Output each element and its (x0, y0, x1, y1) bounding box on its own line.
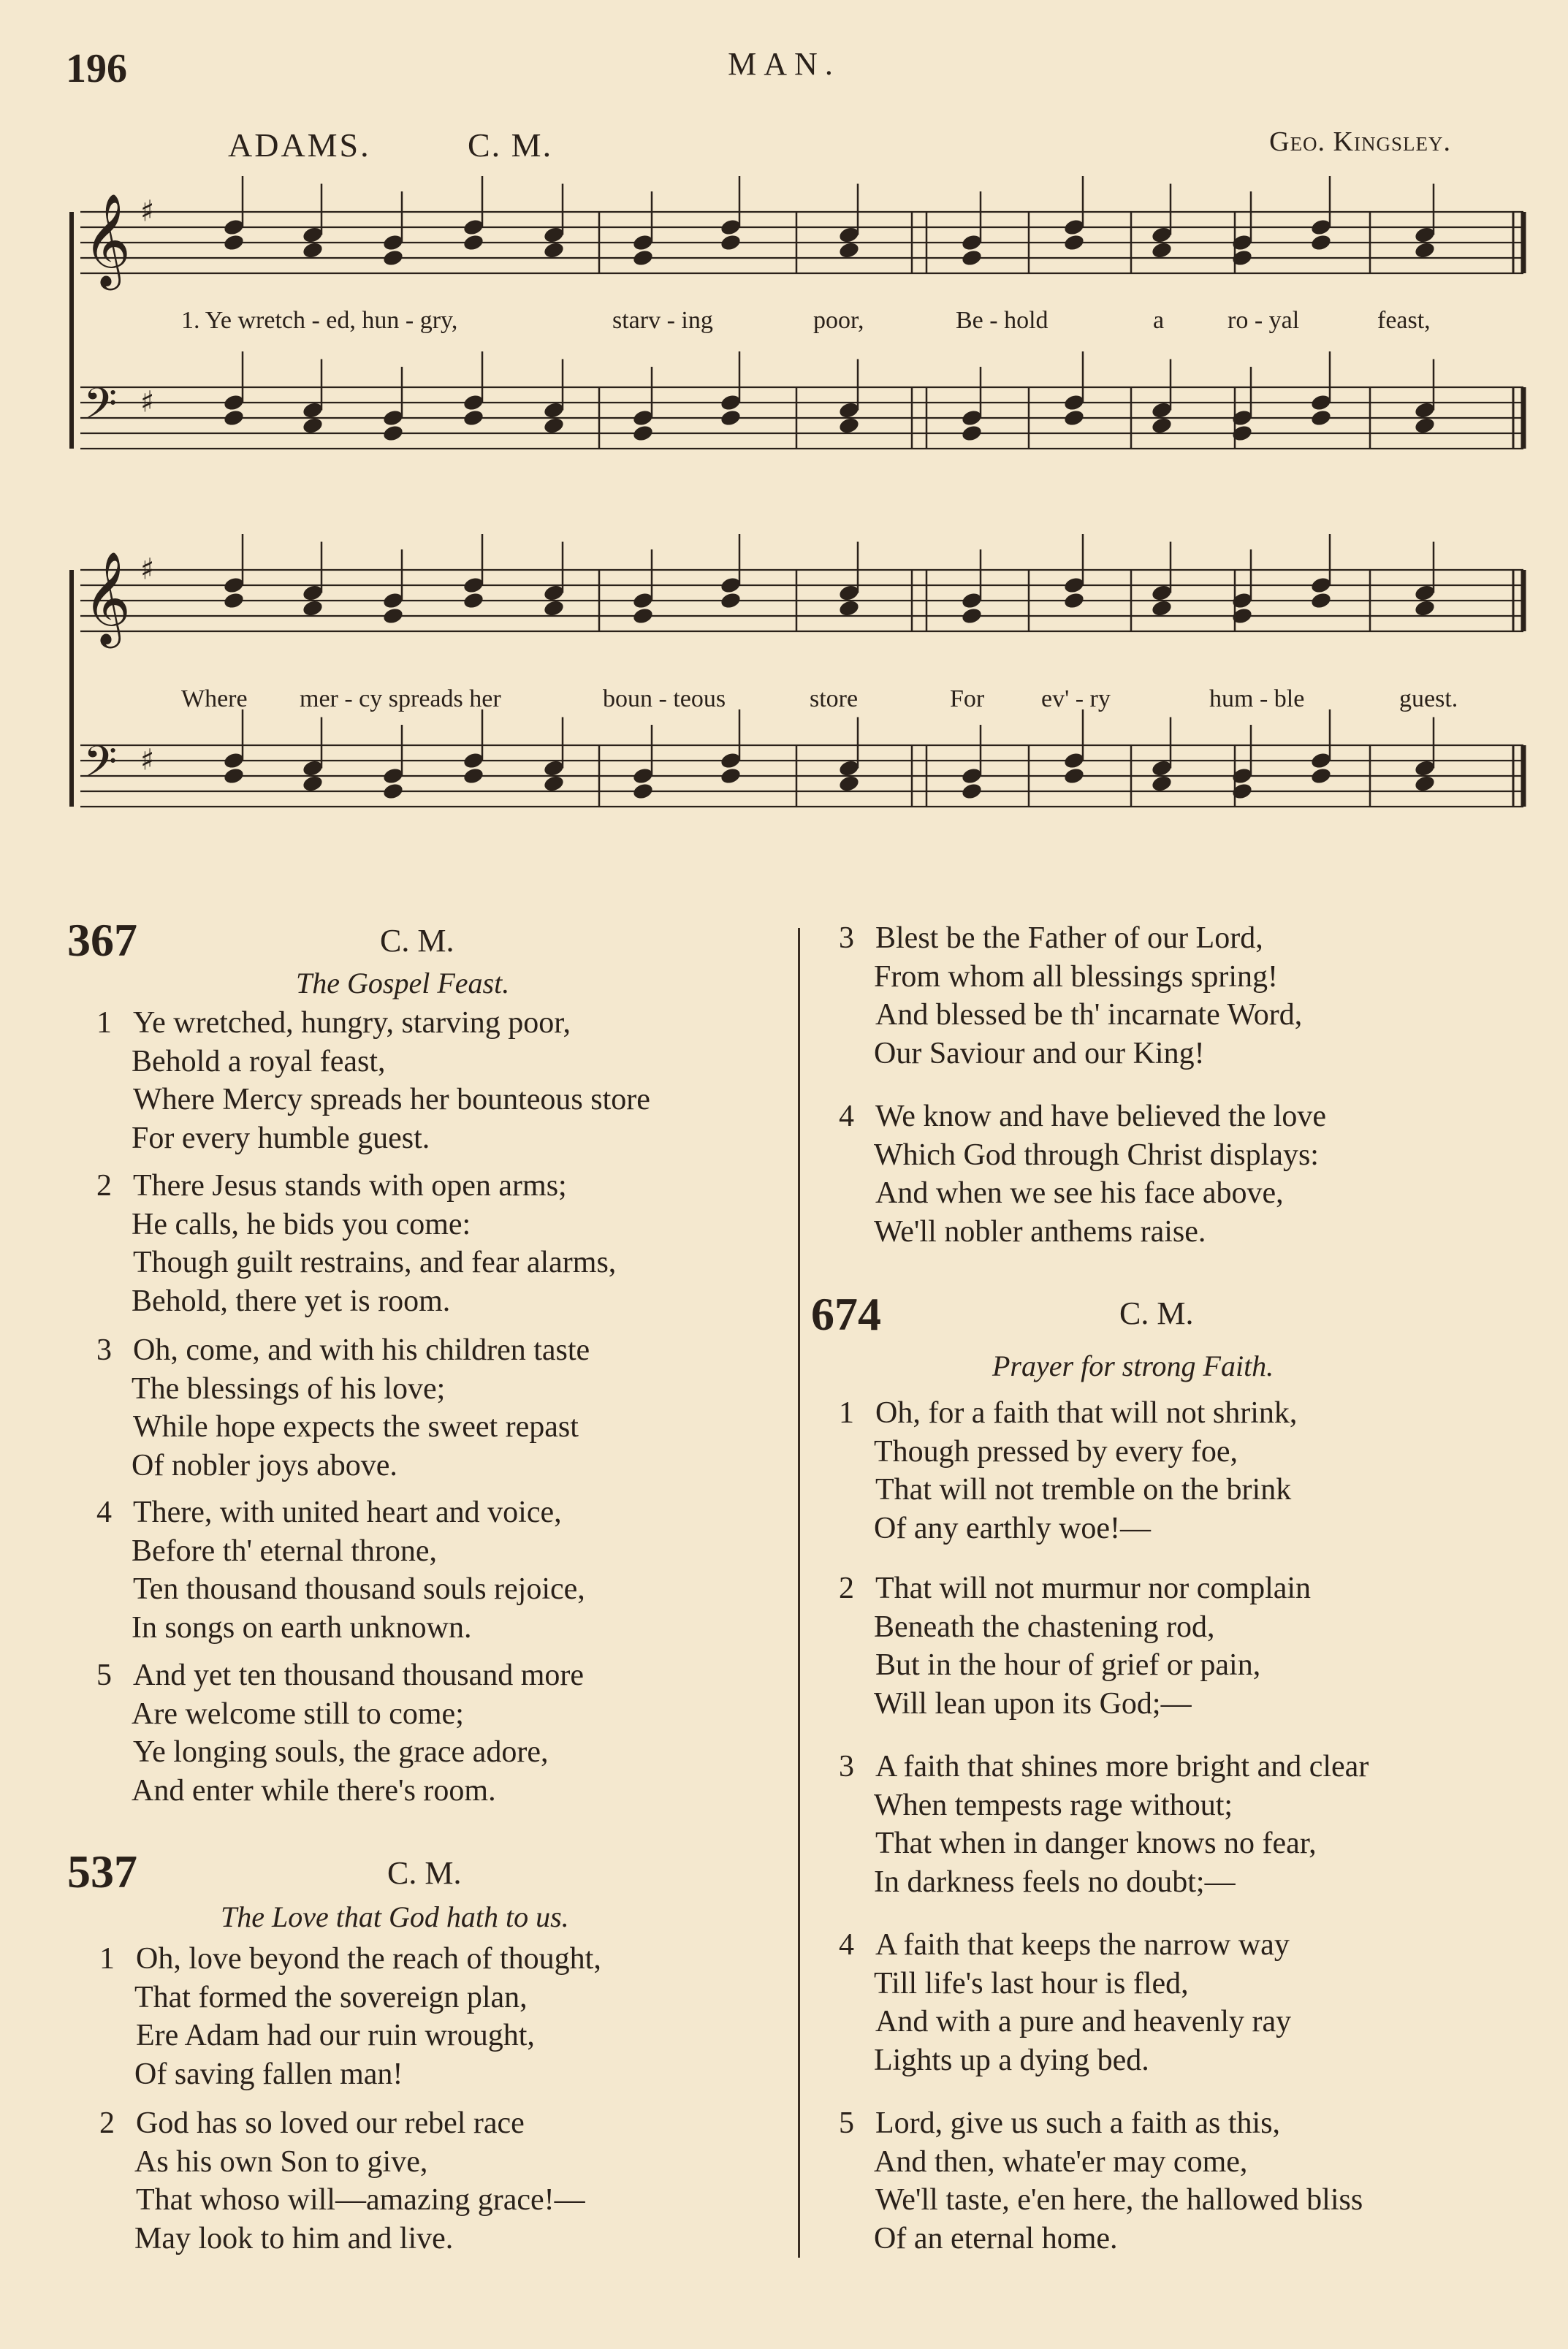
note-head (720, 576, 742, 595)
note-head (961, 782, 983, 801)
stanza (839, 2104, 1363, 2258)
tune-meter: C. M. (468, 126, 553, 164)
stanza-text: Which God through Christ displays: (874, 1138, 1319, 1172)
lyric-syllable: feast, (1377, 307, 1431, 334)
note-head (543, 226, 566, 245)
note-head (1151, 774, 1173, 793)
note-head (223, 576, 246, 595)
stanza-text: Oh, come, and with his children taste (133, 1333, 590, 1367)
stanza-line (99, 2017, 601, 2055)
stanza-line (839, 1748, 1369, 1786)
stanza (839, 1748, 1369, 1901)
note-head (463, 766, 485, 785)
stanza-number: 2 (96, 1169, 112, 1203)
note-head (961, 424, 983, 443)
note-head (961, 248, 983, 267)
stanza (99, 2104, 585, 2258)
stanza-text: And enter while there's room. (132, 1773, 496, 1808)
stanza-text: And then, whate'er may come, (874, 2144, 1248, 2179)
stanza-line (99, 2055, 601, 2094)
stanza-text: Ten thousand thousand souls rejoice, (133, 1572, 585, 1606)
stanza-text: Blest be the Father of our Lord, (875, 921, 1263, 955)
stanza (839, 919, 1302, 1073)
stanza-line (96, 1119, 650, 1158)
key-sharp-icon: ♯ (140, 552, 155, 587)
note-head (632, 606, 655, 625)
stanza-line (839, 1926, 1291, 1965)
lyric-syllable: For (950, 685, 985, 712)
note-head (720, 393, 742, 412)
stanza-text: Are welcome still to come; (132, 1697, 464, 1731)
stanza-line (839, 1608, 1311, 1647)
stanza-line (839, 1786, 1369, 1825)
stanza-line (839, 2181, 1363, 2220)
note-head (463, 393, 485, 412)
note-head (463, 751, 485, 770)
stanza-line (839, 1569, 1311, 1608)
stanza-line (839, 996, 1302, 1035)
stanza-line (96, 1695, 584, 1734)
stanza-line (839, 2041, 1291, 2080)
note-head (1310, 591, 1333, 610)
stanza-line (99, 2220, 585, 2258)
stanza-number: 3 (839, 1750, 854, 1783)
stanza-text: Of saving fallen man! (134, 2057, 403, 2091)
note-head (223, 591, 246, 610)
stanza-text: That will not murmur nor complain (875, 1572, 1312, 1605)
stanza-line (99, 2143, 585, 2182)
note-head (838, 774, 861, 793)
note-head (1310, 408, 1333, 427)
stanza-line (96, 1772, 584, 1811)
stanza-line (96, 1408, 590, 1447)
stanza-text: We'll taste, e'en here, the hallowed bliss (875, 2183, 1363, 2217)
stanza-line (96, 1206, 616, 1244)
note-head (302, 774, 324, 793)
note-head (1063, 576, 1086, 595)
stanza-text: That will not tremble on the brink (875, 1473, 1292, 1507)
bass-clef-icon: 𝄢 (83, 736, 118, 798)
note-head (382, 782, 405, 801)
lyric-syllable: boun - teous (603, 685, 726, 712)
lyrics-line-2 (0, 685, 1568, 717)
treble-clef-icon: 𝄞 (83, 550, 132, 644)
note-head (382, 591, 405, 610)
note-head (1151, 416, 1173, 435)
stanza-line (839, 2143, 1363, 2182)
note-head (543, 241, 566, 260)
note-head (1063, 408, 1086, 427)
hymn-meter: C. M. (1119, 1295, 1194, 1331)
stanza-text: Beneath the chastening rod, (874, 1610, 1215, 1644)
stanza-number: 4 (96, 1496, 112, 1529)
lyric-syllable: starv - ing (612, 307, 713, 334)
note-head (720, 218, 742, 237)
note-head (961, 408, 983, 427)
composer: Geo. Kingsley. (1269, 126, 1451, 157)
stanza-line (839, 1213, 1326, 1252)
music-system-2 (0, 552, 1568, 895)
stanza (839, 1097, 1326, 1251)
stanza-number: 3 (839, 921, 854, 955)
stanza-line (96, 1570, 585, 1609)
stanza-number: 1 (839, 1396, 854, 1430)
stanza-text: Behold a royal feast, (132, 1044, 386, 1078)
stanza-line (99, 1940, 601, 1979)
stanza-text: From whom all blessings spring! (874, 959, 1278, 994)
stanza-line (96, 1331, 590, 1370)
stanza-text: There, with united heart and voice, (133, 1496, 562, 1529)
stanza-text: But in the hour of grief or pain, (875, 1648, 1261, 1682)
note-head (1063, 766, 1086, 785)
note-head (1414, 416, 1436, 435)
note-head (1310, 766, 1333, 785)
note-head (302, 759, 324, 778)
stanza-text: We'll nobler anthems raise. (874, 1214, 1206, 1249)
note-head (1414, 759, 1436, 778)
note-head (1310, 218, 1333, 237)
note-head (632, 248, 655, 267)
key-sharp-icon: ♯ (140, 385, 155, 419)
note-head (1151, 226, 1173, 245)
note-head (302, 599, 324, 618)
hymn-title: The Love that God hath to us. (221, 1900, 569, 1933)
stanza (96, 1331, 590, 1485)
stanza-line (839, 1035, 1302, 1073)
stanza-text: When tempests rage without; (874, 1788, 1233, 1822)
note-head (838, 241, 861, 260)
stanza-number: 3 (96, 1333, 112, 1367)
note-head (632, 591, 655, 610)
stanza-text: Till life's last hour is fled, (874, 1966, 1189, 2000)
note-head (463, 218, 485, 237)
note-head (302, 416, 324, 435)
stanza-number: 4 (839, 1928, 854, 1962)
stanza-line (96, 1282, 616, 1321)
stanza-text: While hope expects the sweet repast (133, 1410, 579, 1444)
note-head (720, 408, 742, 427)
note-head (463, 591, 485, 610)
stanza-text: Behold, there yet is room. (132, 1284, 451, 1318)
stanza-text: Of nobler joys above. (132, 1448, 397, 1482)
note-head (1151, 241, 1173, 260)
note-head (1414, 774, 1436, 793)
stanza-number: 2 (839, 1572, 854, 1605)
treble-clef-icon: 𝄞 (83, 192, 132, 286)
bass-clef-icon: 𝄢 (83, 378, 118, 440)
stanza-text: And with a pure and heavenly ray (875, 2005, 1292, 2038)
note-head (632, 424, 655, 443)
stanza-number: 5 (96, 1659, 112, 1692)
note-head (632, 766, 655, 785)
note-head (1310, 233, 1333, 252)
lyrics-line-1 (0, 307, 1568, 339)
stanza-line (99, 2104, 585, 2143)
stanza-text: In darkness feels no doubt;— (874, 1865, 1236, 1899)
note-head (1063, 591, 1086, 610)
hymn-number: 674 (811, 1288, 881, 1340)
lyric-syllable: Be - hold (956, 307, 1048, 334)
stanza-line (839, 1965, 1291, 2003)
page-heading: MAN. (728, 46, 840, 82)
tune-name: ADAMS. (228, 126, 371, 164)
stanza-number: 4 (839, 1100, 854, 1133)
hymn-title: The Gospel Feast. (296, 967, 510, 1000)
stanza-text: As his own Son to give, (134, 2144, 428, 2179)
note-head (720, 766, 742, 785)
note-head (302, 226, 324, 245)
key-sharp-icon: ♯ (140, 194, 155, 229)
stanza-line (96, 1656, 584, 1695)
note-head (223, 233, 246, 252)
stanza-number: 1 (99, 1942, 115, 1976)
note-head (223, 218, 246, 237)
note-head (382, 248, 405, 267)
note-head (543, 774, 566, 793)
stanza-text: That when in danger knows no fear, (875, 1827, 1317, 1860)
note-head (382, 606, 405, 625)
stanza-line (96, 1493, 585, 1532)
note-head (838, 401, 861, 420)
column-divider (798, 928, 800, 2258)
note-head (1063, 218, 1086, 237)
stanza-line (839, 958, 1302, 997)
note-head (1414, 401, 1436, 420)
stanza-text: He calls, he bids you come: (132, 1207, 471, 1241)
stanza-line (839, 2104, 1363, 2143)
note-head (961, 766, 983, 785)
note-head (632, 782, 655, 801)
stanza-line (96, 1043, 650, 1081)
stanza-text: A faith that keeps the narrow way (875, 1928, 1290, 1962)
note-head (543, 416, 566, 435)
stanza-line (99, 2181, 585, 2220)
note-head (302, 401, 324, 420)
lyric-syllable: mer - cy spreads her (300, 685, 501, 712)
note-head (632, 233, 655, 252)
note-head (720, 591, 742, 610)
lyric-syllable: 1. Ye wretch - ed, hun - gry, (181, 307, 458, 334)
stanza-text: Ye wretched, hungry, starving poor, (133, 1006, 571, 1040)
lyric-syllable: Where (181, 685, 248, 712)
stanza-line (839, 2003, 1291, 2041)
note-head (543, 759, 566, 778)
note-head (838, 416, 861, 435)
note-head (838, 759, 861, 778)
stanza-text: Our Saviour and our King! (874, 1036, 1205, 1070)
stanza-text: Though pressed by every foe, (874, 1434, 1238, 1469)
note-head (1414, 599, 1436, 618)
note-head (1414, 584, 1436, 603)
lyric-syllable: store (810, 685, 859, 712)
note-head (543, 599, 566, 618)
stanza-line (839, 1824, 1369, 1863)
stanza-line (839, 919, 1302, 958)
hymn-meter: C. M. (387, 1855, 462, 1891)
stanza-text: Oh, love beyond the reach of thought, (136, 1942, 601, 1976)
stanza-text: Of an eternal home. (874, 2221, 1118, 2255)
stanza-line (96, 1167, 616, 1206)
stanza-text: There Jesus stands with open arms; (133, 1169, 567, 1203)
stanza-line (96, 1081, 650, 1119)
stanza-text: Will lean upon its God;— (874, 1686, 1192, 1721)
note-head (1310, 576, 1333, 595)
stanza (99, 1940, 601, 2093)
stanza-line (96, 1733, 584, 1772)
note-head (1063, 751, 1086, 770)
stanza-text: And blessed be th' incarnate Word, (875, 998, 1303, 1032)
stanza (839, 1569, 1311, 1723)
stanza-number: 5 (839, 2106, 854, 2140)
note-head (302, 241, 324, 260)
lyric-syllable: ev' - ry (1041, 685, 1111, 712)
note-head (543, 584, 566, 603)
note-head (302, 584, 324, 603)
stanza-line (839, 1136, 1326, 1175)
note-head (838, 584, 861, 603)
stanza (96, 1004, 650, 1157)
stanza-text: Ye longing souls, the grace adore, (133, 1735, 549, 1769)
note-head (1310, 751, 1333, 770)
music-system-1 (0, 183, 1568, 519)
stanza-number: 2 (99, 2106, 115, 2140)
lyric-syllable: poor, (813, 307, 864, 334)
stanza-text: That formed the sovereign plan, (134, 1980, 528, 2014)
note-head (1063, 393, 1086, 412)
stanza-text: Oh, for a faith that will not shrink, (875, 1396, 1298, 1430)
note-head (463, 408, 485, 427)
hymn-title: Prayer for strong Faith. (992, 1349, 1274, 1382)
stanza-text: Before th' eternal throne, (132, 1534, 438, 1568)
note-head (961, 606, 983, 625)
stanza-line (839, 1174, 1326, 1213)
hymn-number: 367 (67, 914, 137, 966)
stanza-text: The blessings of his love; (132, 1371, 446, 1406)
stanza-text: Ere Adam had our ruin wrought, (136, 2019, 535, 2052)
note-head (382, 233, 405, 252)
note-head (1151, 599, 1173, 618)
note-head (961, 591, 983, 610)
stanza-text: That whoso will—amazing grace!— (136, 2183, 585, 2217)
stanza-line (96, 1370, 590, 1409)
note-head (1151, 759, 1173, 778)
stanza-line (96, 1004, 650, 1043)
stanza-line (96, 1244, 616, 1282)
note-head (382, 424, 405, 443)
lyric-syllable: a (1153, 307, 1165, 334)
stanza-line (839, 2220, 1363, 2258)
stanza-line (839, 1471, 1297, 1509)
stanza-line (839, 1509, 1297, 1548)
stanza (839, 1926, 1291, 2079)
note-head (463, 576, 485, 595)
lyric-syllable: ro - yal (1228, 307, 1300, 334)
stanza-line (96, 1609, 585, 1648)
stanza (96, 1167, 616, 1320)
note-head (223, 393, 246, 412)
note-head (463, 233, 485, 252)
note-head (838, 226, 861, 245)
note-head (1414, 241, 1436, 260)
stanza-line (96, 1447, 590, 1485)
note-head (382, 766, 405, 785)
note-head (223, 766, 246, 785)
hymn-number: 537 (67, 1846, 137, 1897)
stanza-line (839, 1863, 1369, 1902)
stanza (96, 1656, 584, 1810)
stanza-text: We know and have believed the love (875, 1100, 1327, 1133)
stanza-line (96, 1532, 585, 1571)
page-number: 196 (66, 46, 127, 91)
stanza (839, 1394, 1297, 1547)
stanza-line (839, 1433, 1297, 1472)
key-sharp-icon: ♯ (140, 743, 155, 777)
note-head (382, 408, 405, 427)
stanza-line (839, 1685, 1311, 1724)
stanza-text: And when we see his face above, (875, 1176, 1284, 1210)
note-head (720, 751, 742, 770)
stanza-text: And yet ten thousand thousand more (133, 1659, 585, 1692)
note-head (1310, 393, 1333, 412)
lyric-syllable: guest. (1399, 685, 1458, 712)
stanza-text: Of any earthly woe!— (874, 1511, 1152, 1545)
note-head (720, 233, 742, 252)
stanza-text: Though guilt restrains, and fear alarms, (133, 1246, 617, 1279)
stanza-text: For every humble guest. (132, 1121, 430, 1155)
stanza-line (839, 1394, 1297, 1433)
stanza-text: God has so loved our rebel race (136, 2106, 525, 2140)
note-head (223, 408, 246, 427)
stanza-text: In songs on earth unknown. (132, 1610, 472, 1645)
note-head (1063, 233, 1086, 252)
stanza-number: 1 (96, 1006, 112, 1040)
note-head (838, 599, 861, 618)
stanza-text: May look to him and live. (134, 2221, 454, 2255)
note-head (1151, 401, 1173, 420)
note-head (223, 751, 246, 770)
stanza-line (99, 1979, 601, 2017)
stanza-line (839, 1646, 1311, 1685)
stanza-line (839, 1097, 1326, 1136)
note-head (1414, 226, 1436, 245)
stanza-text: Where Mercy spreads her bounteous store (133, 1083, 650, 1116)
lyric-syllable: hum - ble (1209, 685, 1305, 712)
note-head (543, 401, 566, 420)
hymn-meter: C. M. (380, 923, 454, 959)
note-head (632, 408, 655, 427)
note-head (961, 233, 983, 252)
stanza-text: Lord, give us such a faith as this, (875, 2106, 1281, 2140)
stanza-text: Lights up a dying bed. (874, 2043, 1149, 2077)
stanza-text: A faith that shines more bright and clear (875, 1750, 1369, 1783)
note-head (1151, 584, 1173, 603)
stanza (96, 1493, 585, 1647)
